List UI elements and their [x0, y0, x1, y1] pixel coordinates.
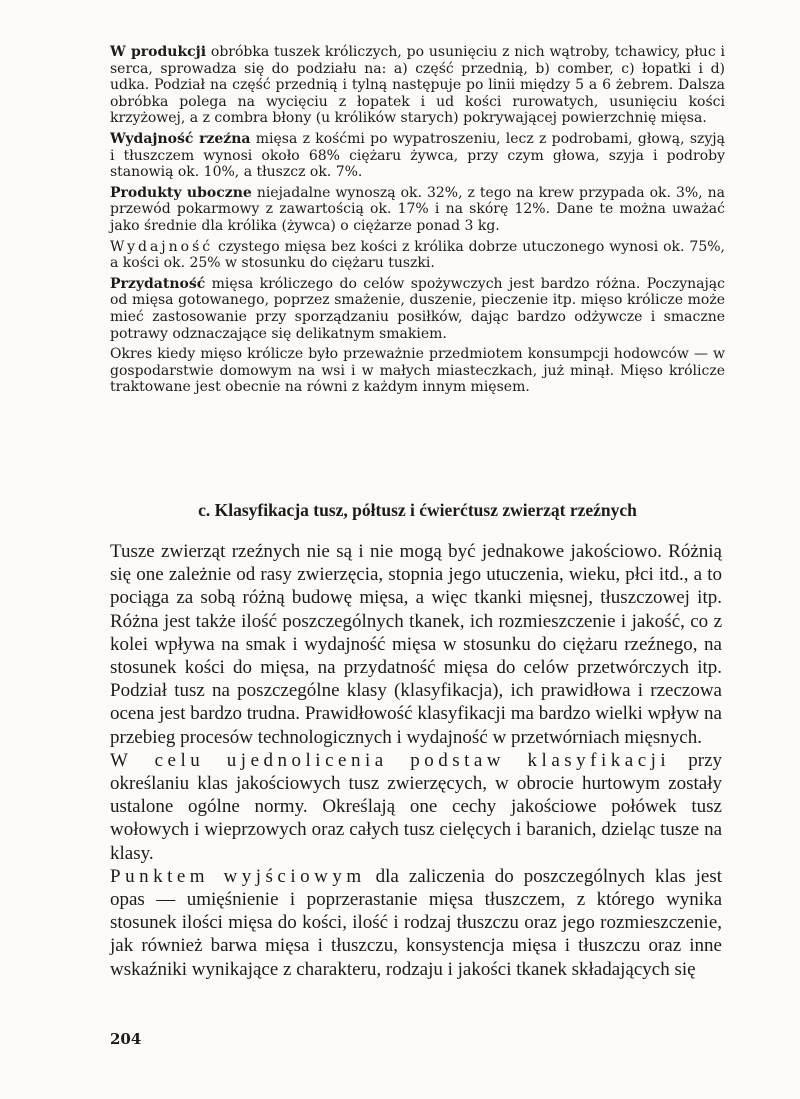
paragraph-text: mięsa króliczego do celów spożywczych jest bardzo różna. Poczynając od mięsa gotowanego, poprzez smażenie, duszenie, pieczenie itp. mięso królicze może mieć zastosowanie przy sporządzaniu posiłków, dając bardzo odżywcze i smaczne potrawy odznaczające się delikatnym smakiem.	[110, 275, 725, 342]
section-a-text	[110, 44, 725, 400]
section-c-text	[110, 540, 722, 981]
paragraph-okres: Okres kiedy mięso królicze było przeważnie przedmiotem konsumpcji hodowców — w gospodarstwie domowym na wsi i w małych miasteczkach, już minął. Mięso królicze traktowane jest obecnie na równi z każdym innym mięsem.	[110, 346, 725, 396]
paragraph-text: mięsa z kośćmi po wypatroszeniu, lecz z podrobami, głową, szyją i tłuszczem wynosi około 68% ciężaru żywca, przy czym głowa, szyja i podroby stanowią ok. 10%, a tłuszcz ok. 7%.	[110, 130, 725, 181]
lead-term: Przydatność	[110, 275, 206, 292]
section-heading: c. Klasyfikacja tusz, półtusz i ćwierćtusz zwierząt rzeźnych	[198, 500, 637, 520]
lead-term: Wydajność rzeźna	[110, 130, 251, 147]
lead-term: W celu ujednolicenia podstaw klasyfikacji	[110, 749, 671, 771]
paragraph-text: niejadalne wynoszą ok. 32%, z tego na krew przypada ok. 3%, na przewód pokarmowy z zawartością ok. 17% i na skórę 12%. Dane te można uważać jako średnie dla królika (żywca) o ciężarze ponad 3 kg.	[110, 184, 725, 234]
paragraph-text: obróbka tuszek króliczych, po usunięciu z nich wątroby, tchawicy, płuc i serca, sprowadza się do podziału na: a) część przednią, b) comber, c) łopatki i d) udka. Podział na część przednią i tylną następuje po linii między 5 a 6 żebrem. Dalsza obróbka polega na wycięciu z łopatek i ud kości rurowatych, usunięciu kości krzyżowej, a z combra błony (u królików starych) pokrywającej powierzchnię mięsa.	[110, 44, 725, 127]
page-number: 204	[110, 1030, 142, 1048]
paragraph-punktem	[110, 865, 722, 981]
paragraph-wydajnosc-miesa	[110, 239, 725, 272]
paragraph-produkty-uboczne	[110, 185, 725, 235]
lead-term: W produkcji	[110, 44, 207, 60]
lead-term: Produkty uboczne	[110, 184, 252, 201]
paragraph-przydatnosc	[110, 276, 725, 342]
paragraph-text: czystego mięsa bez kości z królika dobrze utuczonego wynosi ok. 75%, a kości ok. 25% w stosunku do ciężaru tuszki.	[110, 238, 725, 272]
lead-term: Punktem wyjściowym	[110, 865, 366, 887]
paragraph-text: przy określaniu klas jakościowych tusz zwierzęcych, w obrocie hurtowym zostały ustalone ogólne normy. Określają one cechy jakościowe połówek tusz wołowych i wieprzowych oraz całych tusz cielęcych i baranich, dzieląc tusze na klasy.	[110, 749, 723, 864]
paragraph-wydajnosc-rzezna	[110, 131, 725, 181]
lead-term: Wydajność	[110, 238, 214, 255]
paragraph-w-celu	[110, 749, 722, 865]
paragraph-tusze: Tusze zwierząt rzeźnych nie są i nie mogą być jednakowe jakościowo. Różnią się one zależnie od rasy zwierzęcia, stopnia jego utuczenia, wieku, płci itd., a to pociąga za sobą różną budowę mięsa, a więc tkanki mięsnej, tłuszczowej itp. Różna jest także ilość poszczególnych tkanek, ich rozmieszczenie i jakość, co z kolei wpływa na smak i wydajność mięsa w stosunku do ciężaru rzeźnego, na stosunek kości do mięsa, na przydatność mięsa do celów przetwórczych itp. Podział tusz na poszczególne klasy (klasyfikacja), ich prawidłowa i rzeczowa ocena jest bardzo trudna. Prawidłowość klasyfikacji ma bardzo wielki wpływ na przebieg procesów technologicznych i wydajność w przetwórniach mięsnych.	[110, 541, 722, 748]
paragraph-produkcja	[110, 44, 725, 127]
paragraph-text: dla zaliczenia do poszczególnych klas jest opas — umięśnienie i poprzerastanie mięsa tłuszczem, z którego wynika stosunek ilości mięsa do kości, ilość i rodzaj tłuszczu oraz jego rozmieszczenie, jak również barwa mięsa i tłuszczu, konsystencja mięsa i tłuszczu oraz inne wskaźniki wynikające z charakteru, rodzaju i jakości tkanek składających się	[110, 865, 722, 980]
